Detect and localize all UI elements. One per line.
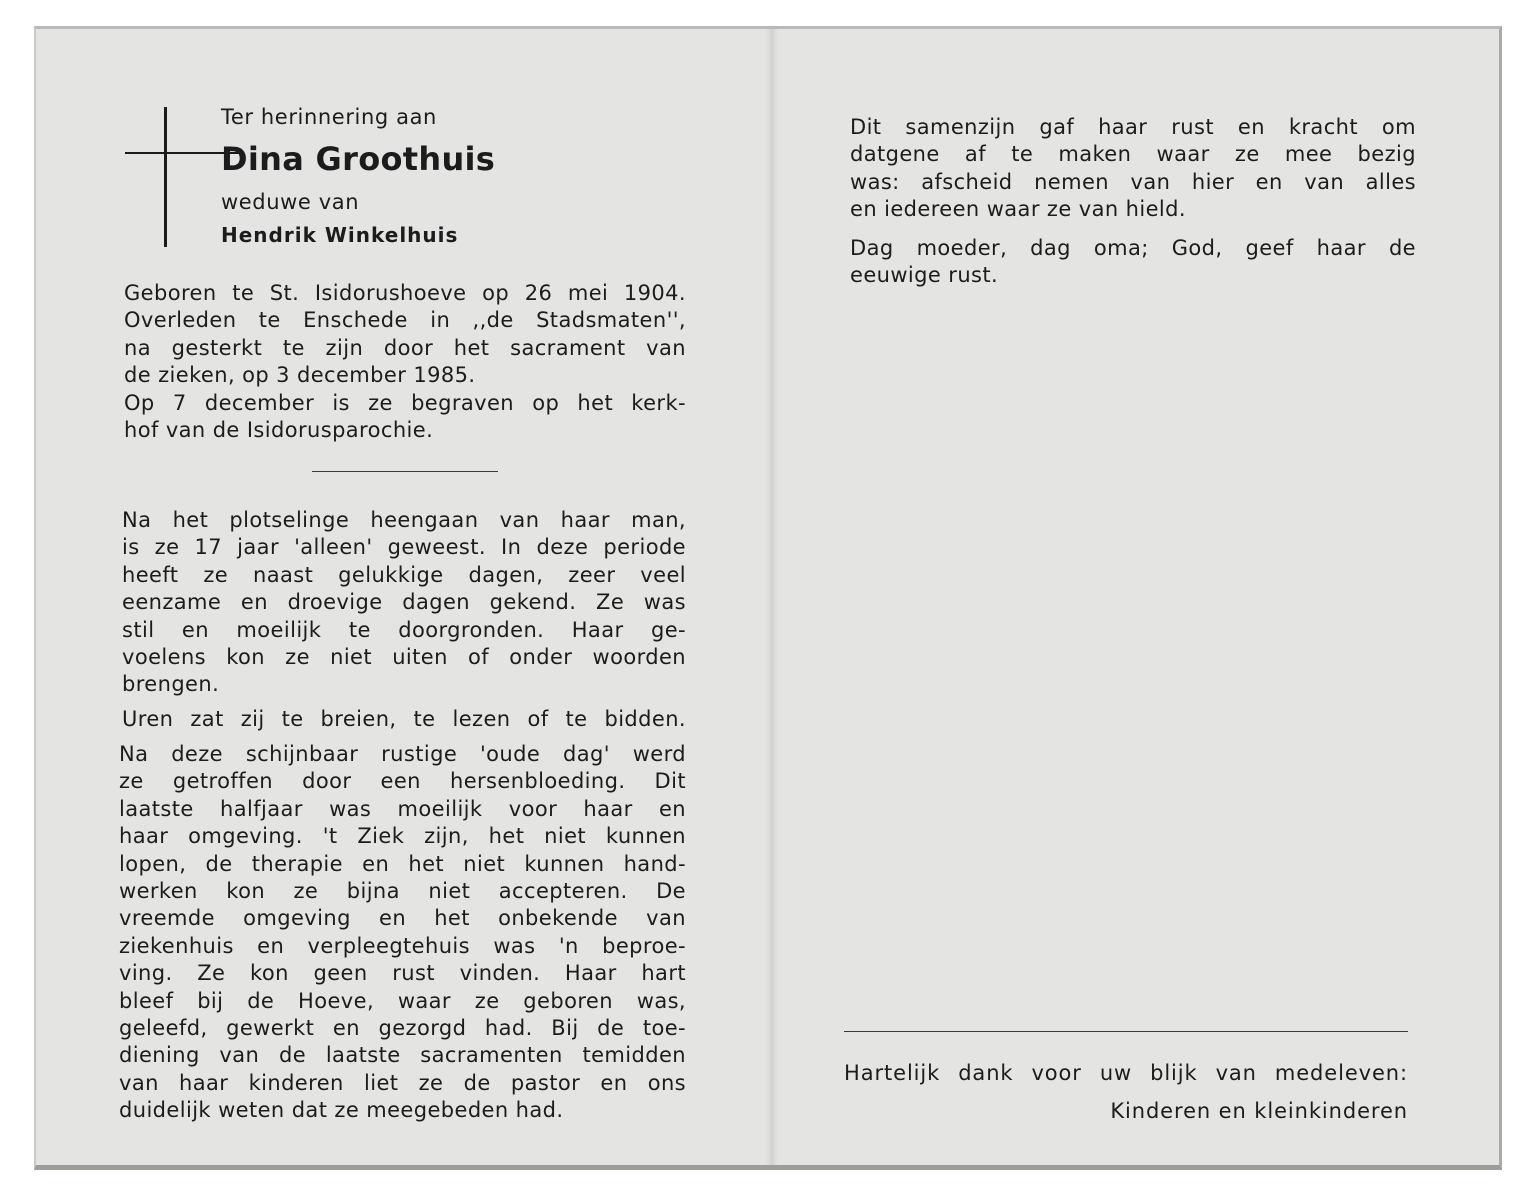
biography-paragraph xyxy=(124,280,686,444)
text-line: brengen. xyxy=(122,672,220,697)
text-line: diening van de laatste sacramenten temidden xyxy=(119,1043,686,1068)
thanks-divider xyxy=(844,1031,1408,1032)
text-line: vreemde omgeving en het onbekende van xyxy=(119,906,686,931)
illness-paragraph xyxy=(119,741,686,1124)
widow-of-label: weduwe van xyxy=(221,190,360,214)
text-line: ze getroffen door een hersenbloeding. Dit xyxy=(119,769,686,794)
text-line: datgene af te maken waar ze mee bezig xyxy=(850,142,1416,167)
memorial-card xyxy=(34,26,1502,1170)
section-divider xyxy=(312,471,498,472)
text-line: Na deze schijnbaar rustige 'oude dag' werd xyxy=(119,742,686,766)
text-line: de zieken, op 3 december 1985. xyxy=(124,363,476,388)
cross-vertical-bar xyxy=(164,107,167,247)
text-line: Dag moeder, dag oma; God, geef haar de xyxy=(850,236,1416,260)
text-line: was: afscheid nemen van hier en van alles xyxy=(850,169,1416,194)
farewell-paragraph xyxy=(850,114,1416,224)
text-line: van haar kinderen liet ze de pastor en ons xyxy=(119,1070,686,1095)
text-line: bleef bij de Hoeve, waar ze geboren was, xyxy=(119,988,686,1013)
husband-name: Hendrik Winkelhuis xyxy=(221,223,459,247)
text-line: na gesterkt te zijn door het sacrament van xyxy=(124,335,686,360)
text-line: geleefd, gewerkt en gezorgd had. Bij de toe- xyxy=(119,1015,686,1040)
text-line: haar omgeving. 't Ziek zijn, het niet kunnen xyxy=(119,824,686,849)
text-line: ving. Ze kon geen rust vinden. Haar hart xyxy=(119,961,686,986)
text-line: werken kon ze bijna niet accepteren. De xyxy=(119,878,686,903)
text-line: Overleden te Enschede in ,,de Stadsmaten'', xyxy=(124,308,686,333)
text-line: lopen, de therapie en het niet kunnen hand- xyxy=(119,851,686,876)
text-line: eenzame en droevige dagen gekend. Ze was xyxy=(122,590,686,615)
thanks-text: Hartelijk dank voor uw blijk van medeleven: xyxy=(844,1061,1408,1085)
text-line: ziekenhuis en verpleegtehuis was 'n beproe- xyxy=(119,933,686,958)
loneliness-paragraph xyxy=(122,507,686,699)
text-line: voelens kon ze niet uiten of onder woorden xyxy=(122,644,686,669)
memorial-intro: Ter herinnering aan xyxy=(221,105,437,129)
text-line: Na het plotselinge heengaan van haar man, xyxy=(122,508,686,532)
prayer-paragraph xyxy=(850,235,1416,290)
text-line: laatste halfjaar was moeilijk voor haar en xyxy=(119,796,686,821)
text-line: eeuwige rust. xyxy=(850,263,999,288)
text-line: en iedereen waar ze van hield. xyxy=(850,197,1186,222)
card-fold-crease xyxy=(764,29,778,1165)
deceased-name: Dina Groothuis xyxy=(221,140,496,178)
knitting-paragraph xyxy=(122,706,686,733)
text-line: Uren zat zij te breien, te lezen of te bidden. xyxy=(122,707,686,731)
text-line: stil en moeilijk te doorgronden. Haar ge- xyxy=(122,617,686,642)
text-line: is ze 17 jaar 'alleen' geweest. In deze periode xyxy=(122,535,686,560)
text-line: heeft ze naast gelukkige dagen, zeer veel xyxy=(122,562,686,587)
text-line: duidelijk weten dat ze meegebeden had. xyxy=(119,1098,564,1123)
text-line: Geboren te St. Isidorushoeve op 26 mei 1904. xyxy=(124,281,686,305)
text-line: Dit samenzijn gaf haar rust en kracht om xyxy=(850,115,1416,139)
text-line: hof van de Isidorusparochie. xyxy=(124,417,434,442)
text-line: Op 7 december is ze begraven op het kerk- xyxy=(124,390,686,415)
signature-text: Kinderen en kleinkinderen xyxy=(1110,1099,1408,1123)
